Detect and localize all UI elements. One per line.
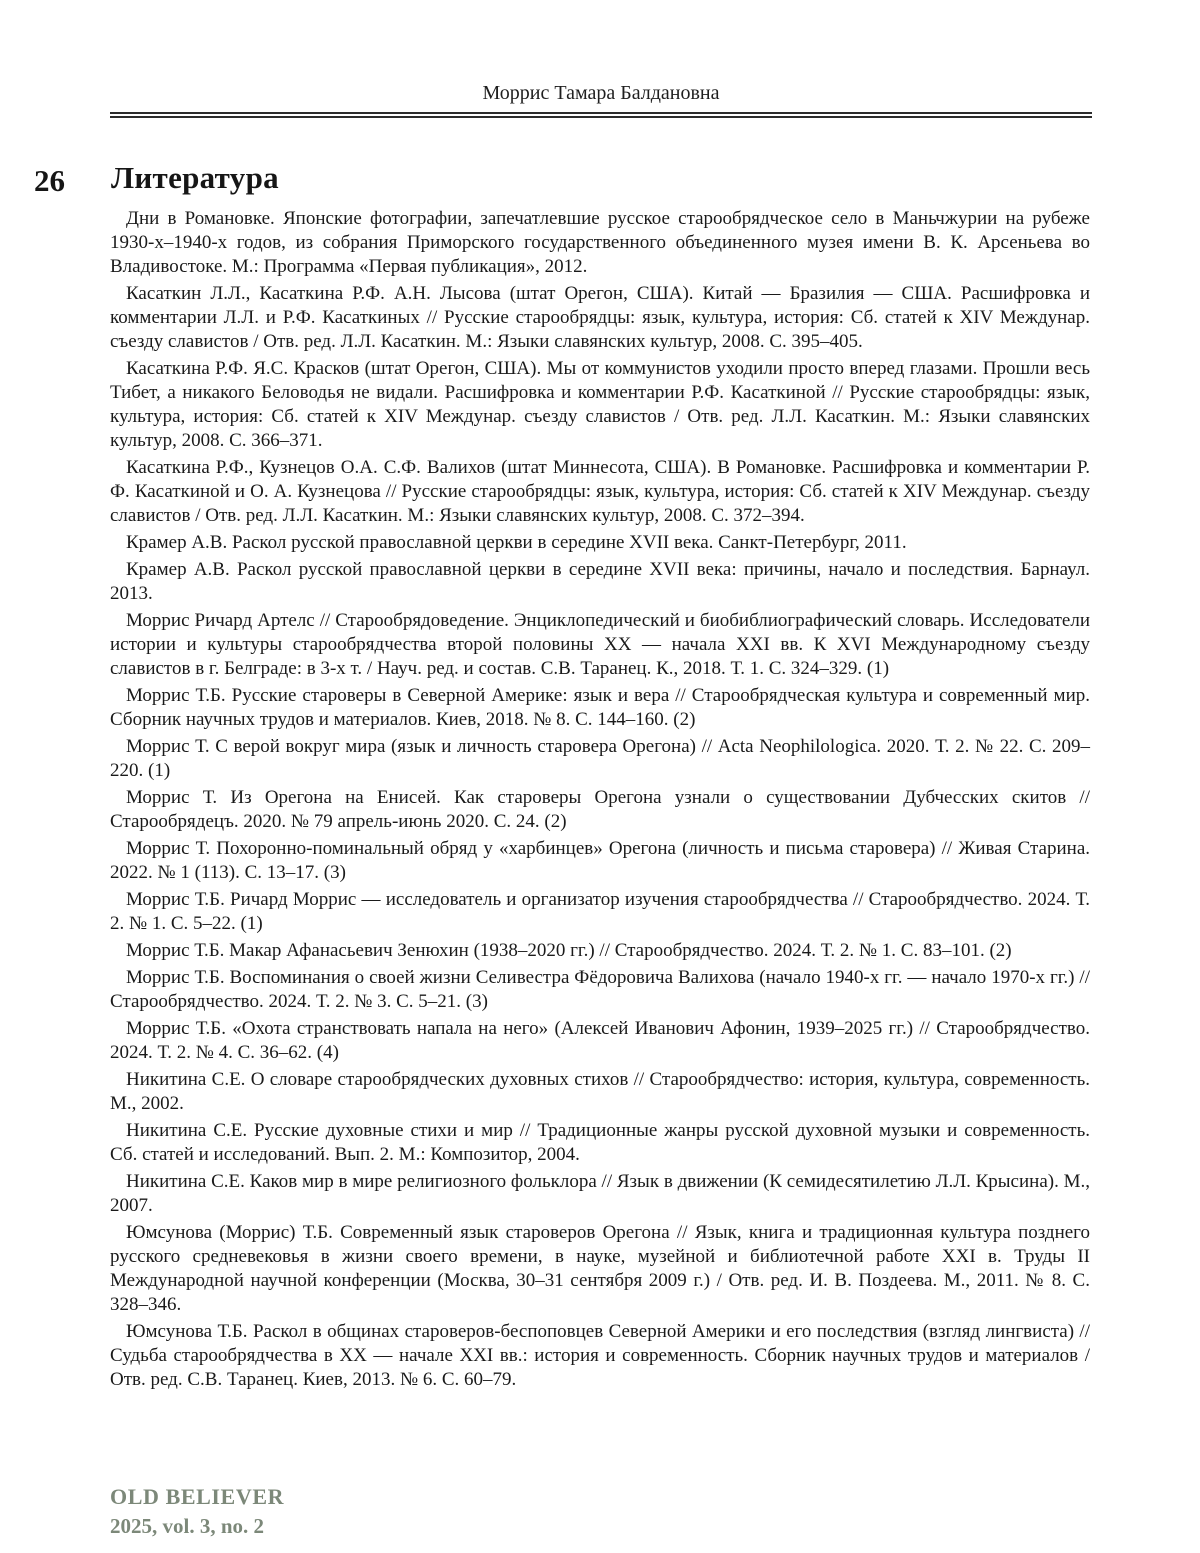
reference-entry: Моррис Т.Б. Воспоминания о своей жизни Селивестра Фёдоровича Валихова (начало 1940-х гг. — начало 1970-х гг.) // Старообрядчество. 2024. Т. 2. № 3. С. 5–21. (3) (110, 967, 1090, 1012)
header-rule (110, 112, 1092, 118)
section-title: Литература (111, 160, 279, 195)
page-number: 26 (34, 163, 65, 198)
reference-entry: Никитина С.Е. Каков мир в мире религиозного фольклора // Язык в движении (К семидесятилетию Л.Л. Крысина). М., 2007. (110, 1171, 1090, 1216)
reference-entry: Касаткин Л.Л., Касаткина Р.Ф. А.Н. Лысова (штат Орегон, США). Китай — Бразилия — США. Расшифровка и комментарии Л.Л. и Р.Ф. Касаткиных // Русские старообрядцы: язык, культура, история: Сб. статей к XIV Междунар. съезду славистов / Отв. ред. Л.Л. Касаткин. М.: Языки славянских культур, 2008. С. 395–405. (110, 283, 1090, 352)
reference-entry: Моррис Т.Б. «Охота странствовать напала на него» (Алексей Иванович Афонин, 1939–2025 гг.) // Старообрядчество. 2024. Т. 2. № 4. С. 36–62. (4) (110, 1018, 1090, 1063)
reference-entry: Никитина С.Е. Русские духовные стихи и мир // Традиционные жанры русской духовной музыки и современность. Сб. статей и исследований. Вып. 2. М.: Композитор, 2004. (110, 1120, 1090, 1165)
reference-entry: Моррис Т.Б. Макар Афанасьевич Зенюхин (1938–2020 гг.) // Старообрядчество. 2024. Т. 2. № 1. С. 83–101. (2) (126, 940, 1012, 961)
reference-entry: Моррис Т. С верой вокруг мира (язык и личность старовера Орегона) // Acta Neophilologica. 2020. Т. 2. № 22. С. 209–220. (1) (110, 736, 1090, 781)
reference-entry: Крамер А.В. Раскол русской православной церкви в середине XVII века: причины, начало и последствия. Барнаул. 2013. (110, 559, 1090, 604)
reference-entry: Моррис Т. Похоронно-поминальный обряд у «харбинцев» Орегона (личность и письма старовера) // Живая Старина. 2022. № 1 (113). С. 13–17. (3) (110, 838, 1090, 883)
reference-entry: Касаткина Р.Ф. Я.С. Красков (штат Орегон, США). Мы от коммунистов уходили просто вперед глазами. Прошли весь Тибет, а никакого Беловодья не видали. Расшифровка и комментарии Р.Ф. Касаткиной // Русские старообрядцы: язык, культура, история: Сб. статей к XIV Междунар. съезду славистов / Отв. ред. Л.Л. Касаткин. М.: Языки славянских культур, 2008. С. 366–371. (110, 358, 1090, 451)
reference-list (110, 207, 1090, 1395)
journal-name: OLD BELIEVER (110, 1484, 285, 1509)
reference-entry: Юмсунова Т.Б. Раскол в общинах староверов-беспоповцев Северной Америки и его последствия (взгляд лингвиста) // Судьба старообрядчества в XX — начале XXI вв.: история и современность. Сборник научных трудов и материалов / Отв. ред. С.В. Таранец. Киев, 2013. № 6. С. 60–79. (110, 1321, 1090, 1390)
reference-entry: Моррис Т. Из Орегона на Енисей. Как староверы Орегона узнали о существовании Дубчесских скитов // Старообрядецъ. 2020. № 79 апрель-июнь 2020. С. 24. (2) (110, 787, 1090, 832)
reference-entry: Юмсунова (Моррис) Т.Б. Современный язык староверов Орегона // Язык, книга и традиционная культура позднего русского средневековья в жизни своего времени, в науке, музейной и библиотечной работе XXI в. Труды II Международной научной конференции (Москва, 30–31 сентября 2009 г.) / Отв. ред. И. В. Поздеева. М., 2011. № 8. С. 328–346. (110, 1222, 1090, 1315)
reference-entry: Моррис Т.Б. Ричард Моррис — исследователь и организатор изучения старообрядчества // Старообрядчество. 2024. Т. 2. № 1. С. 5–22. (1) (110, 889, 1090, 934)
reference-entry: Моррис Т.Б. Русские староверы в Северной Америке: язык и вера // Старообрядческая культура и современный мир. Сборник научных трудов и материалов. Киев, 2018. № 8. С. 144–160. (2) (110, 685, 1090, 730)
reference-entry: Дни в Романовке. Японские фотографии, запечатлевшие русское старообрядческое село в Маньчжурии на рубеже 1930-х–1940-х годов, из собрания Приморского государственного объединенного музея имени В. К. Арсеньева во Владивостоке. М.: Программа «Первая публикация», 2012. (110, 208, 1090, 277)
running-head: Моррис Тамара Балдановна (482, 82, 720, 104)
page-footer (110, 1484, 284, 1539)
issue-info: 2025, vol. 3, no. 2 (110, 1514, 265, 1538)
reference-entry: Крамер А.В. Раскол русской православной церкви в середине XVII века. Санкт-Петербург, 2011. (126, 532, 907, 553)
reference-entry: Никитина С.Е. О словаре старообрядческих духовных стихов // Старообрядчество: история, культура, современность. М., 2002. (110, 1069, 1090, 1114)
reference-entry: Моррис Ричард Артелс // Старообрядоведение. Энциклопедический и биобиблиографический словарь. Исследователи истории и культуры старообрядчества второй половины XX — начала XXI вв. К XVI Международному съезду славистов в г. Белграде: в 3-х т. / Науч. ред. и состав. С.В. Таранец. К., 2018. Т. 1. С. 324–329. (1) (110, 610, 1090, 679)
reference-entry: Касаткина Р.Ф., Кузнецов О.А. С.Ф. Валихов (штат Миннесота, США). В Романовке. Расшифровка и комментарии Р. Ф. Касаткиной и О. А. Кузнецова // Русские старообрядцы: язык, культура, история: Сб. статей к XIV Междунар. съезду славистов / Отв. ред. Л.Л. Касаткин. М.: Языки славянских культур, 2008. С. 372–394. (110, 457, 1090, 526)
